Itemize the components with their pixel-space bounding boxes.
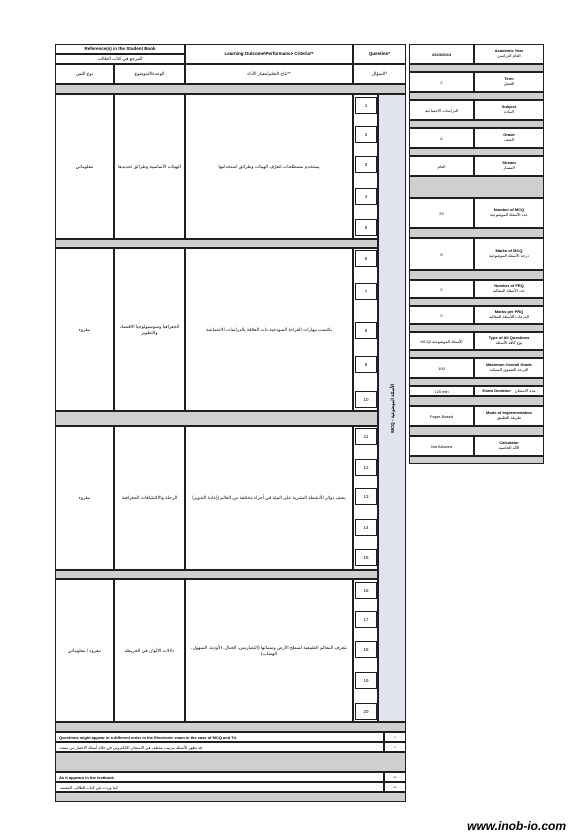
term-label (474, 72, 544, 92)
mcq-count-value: 20 (409, 198, 474, 228)
subject-label (474, 100, 544, 120)
separator-bar (409, 298, 544, 306)
section-3-topic: الرحلة والاكتشافات الجغرافية (114, 426, 185, 570)
note-2-ar: كما وردت في كتاب الطالب المعتمد. (55, 782, 384, 792)
mcq-count-en: Number of MCQ (493, 207, 525, 213)
note-2-en: As it appears in the textbook. (55, 772, 384, 782)
question-2: 2 (355, 126, 377, 143)
question-5: 5 (355, 219, 377, 236)
duration-label (474, 386, 544, 396)
question-11: 11 (355, 428, 377, 445)
footer-watermark: www.inob-io.com (467, 819, 566, 833)
ref-header-ar: المرجع في كتاب الطالب (55, 54, 185, 64)
subject-value: الدراسات الاجتماعية (409, 100, 474, 120)
lo-header-ar: نتاج التعلم/معيار الأداء** (185, 64, 353, 84)
grade-ar: الصف (504, 137, 514, 142)
question-header-ar: السؤال* (353, 64, 406, 84)
question-15: 15 (355, 549, 377, 566)
mcq-vertical-label (378, 94, 406, 722)
question-type-label (474, 332, 544, 350)
separator-bar (55, 722, 406, 732)
max-grade-ar: الدرجة القصوى الممكنة (489, 367, 529, 372)
separator-bar (55, 752, 406, 772)
frq-marks-value: 0 (409, 306, 474, 324)
mcq-marks-value: 5 (409, 238, 474, 270)
calculator-ar: الآلة الحاسبة (498, 445, 520, 450)
term-en: Term (504, 76, 514, 82)
lo-header-en: Learning Outcome\Performance Criteria** (185, 44, 353, 64)
note-1-mark: * (384, 732, 406, 742)
note-1-ar: قد تظهر الأسئلة بترتيب مختلف في الامتحان الإلكتروني في حالة أسئلة الاختيار من متعدد (55, 742, 384, 752)
question-8: 8 (355, 322, 377, 339)
max-grade-value: 100 (409, 358, 474, 378)
mcq-count-label (474, 198, 544, 228)
term-ar: الفصل (503, 81, 515, 86)
stream-value: العام (409, 156, 474, 176)
separator-bar (55, 239, 378, 248)
stream-ar: المسار (503, 165, 515, 170)
duration-value: 120 min (409, 386, 474, 396)
term-value: 2 (409, 72, 474, 92)
section-4-type: مقروء / معلوماتي (55, 579, 114, 722)
separator-bar (409, 324, 544, 332)
question-1: 1 (355, 97, 377, 114)
frq-count-ar: عدد الأسئلة المقالية (492, 288, 526, 293)
grade-en: Grade (503, 132, 515, 138)
topic-header-ar: الوحدة/الموضوع (114, 64, 185, 84)
section-4-outcome: يتعرف المعالم الطبيعية لسطح الأرض وسماتها (التضاريس، الجبال، الأودية، السهول، الهضاب) (185, 579, 353, 722)
question-17: 17 (355, 611, 377, 628)
stream-en: Stream (502, 160, 516, 166)
mcq-marks-en: Marks of MCQ (495, 248, 523, 254)
grade-value: 6 (409, 128, 474, 148)
question-14: 14 (355, 519, 377, 536)
max-grade-label (474, 358, 544, 378)
separator-bar (55, 411, 378, 426)
duration-ar: مدة الامتحان (514, 387, 536, 393)
separator-bar (409, 270, 544, 280)
mcq-marks-ar: درجة الأسئلة الموضوعية (489, 253, 529, 258)
grade-label (474, 128, 544, 148)
frq-marks-ar: الدرجات للأسئلة المقالية (488, 314, 530, 319)
section-1-outcome: يستخدم مصطلحات لتعرّف الهيئات وطرائق استخدامها (185, 94, 353, 239)
question-12: 12 (355, 459, 377, 476)
note-1-ar-mark: * (384, 742, 406, 752)
question-3: 3 (355, 156, 377, 173)
separator-bar (409, 426, 544, 436)
section-3-outcome: يصف دوائر الأنشطة البشرية على البيئة في أجزاء مختلفة من العالم (إعادة التدوير) (185, 426, 353, 570)
mode-en: Mode of Implementation (486, 410, 532, 416)
ref-header-en: Reference(s) in the Student Book (55, 44, 185, 54)
academic-year-ar: العام الدراسي (497, 53, 521, 58)
separator-bar (409, 378, 544, 386)
question-20: 20 (355, 703, 377, 720)
duration-en: Exam Duration (482, 387, 511, 393)
separator-bar (55, 570, 378, 579)
question-type-en: Type of All Questions (488, 335, 530, 341)
mode-value: Paper-Based (409, 406, 474, 426)
exam-info-panel (409, 44, 544, 464)
section-2-outcome: يكتسب مهارات القراءة النموذجية ذات العلاقة بالدراسات الاجتماعية (185, 248, 353, 411)
separator-bar (409, 148, 544, 156)
question-4: 4 (355, 188, 377, 205)
subject-ar: المادة (504, 109, 514, 114)
type-header-ar: نوع النص (55, 64, 114, 84)
stream-label (474, 156, 544, 176)
max-grade-en: Maximum Overall Grade (486, 362, 532, 368)
question-13: 13 (355, 488, 377, 505)
question-18: 18 (355, 641, 377, 658)
separator-bar (409, 456, 544, 464)
frq-marks-en: Marks per FRQ (494, 309, 524, 315)
section-1-topic: الهيئات الأساسية وطرائق تحديدها (114, 94, 185, 239)
question-7: 7 (355, 283, 377, 300)
question-6: 6 (355, 250, 377, 267)
separator-bar (409, 120, 544, 128)
academic-year-value: 2023/2024 (409, 44, 474, 64)
separator-bar (409, 92, 544, 100)
academic-year-label (474, 44, 544, 64)
frq-marks-label (474, 306, 544, 324)
question-type-value: MCQ/ الأسئلة الموضوعية (409, 332, 474, 350)
question-10: 10 (355, 391, 377, 408)
note-1-en: Questions might appear in a different order in the Electronic exam in the case of MCQ and Tri. (55, 732, 384, 742)
mcq-marks-label (474, 238, 544, 270)
separator-bar (409, 350, 544, 358)
question-header-en: Question* (353, 44, 406, 64)
section-3-type: مقروء (55, 426, 114, 570)
question-19: 19 (355, 672, 377, 689)
note-2-mark: ** (384, 772, 406, 782)
mcq-vertical-text: MCQ - الأسئلة الموضوعية (389, 383, 395, 433)
note-2-ar-mark: ** (384, 782, 406, 792)
section-2-type: مقروء (55, 248, 114, 411)
frq-count-value: 0 (409, 280, 474, 298)
separator-bar (409, 396, 544, 406)
calculator-value: Not Allowed (409, 436, 474, 456)
separator-bar (409, 228, 544, 238)
subject-en: Subject (501, 104, 517, 110)
mode-label (474, 406, 544, 426)
mcq-count-ar: عدد الأسئلة الموضوعية (490, 212, 528, 217)
section-4-topic: دلالات الألوان في الخريطة (114, 579, 185, 722)
question-type-ar: نوع كافة الأسئلة (495, 340, 523, 345)
question-9: 9 (355, 356, 377, 373)
question-16: 16 (355, 582, 377, 599)
frq-count-en: Number of FRQ (494, 283, 524, 289)
calculator-en: Calculator (499, 440, 519, 446)
frq-count-label (474, 280, 544, 298)
mode-ar: طريقة التطبيق (496, 415, 522, 420)
academic-year-en: Academic Year (494, 48, 524, 54)
section-1-type: معلوماتي (55, 94, 114, 239)
section-2-topic: الجغرافيا وسوسيولوجيا الاقتصاد والتطوير (114, 248, 185, 411)
calculator-label (474, 436, 544, 456)
separator-bar (55, 84, 406, 94)
separator-bar (409, 176, 544, 198)
separator-bar (55, 792, 406, 802)
separator-bar (409, 64, 544, 72)
